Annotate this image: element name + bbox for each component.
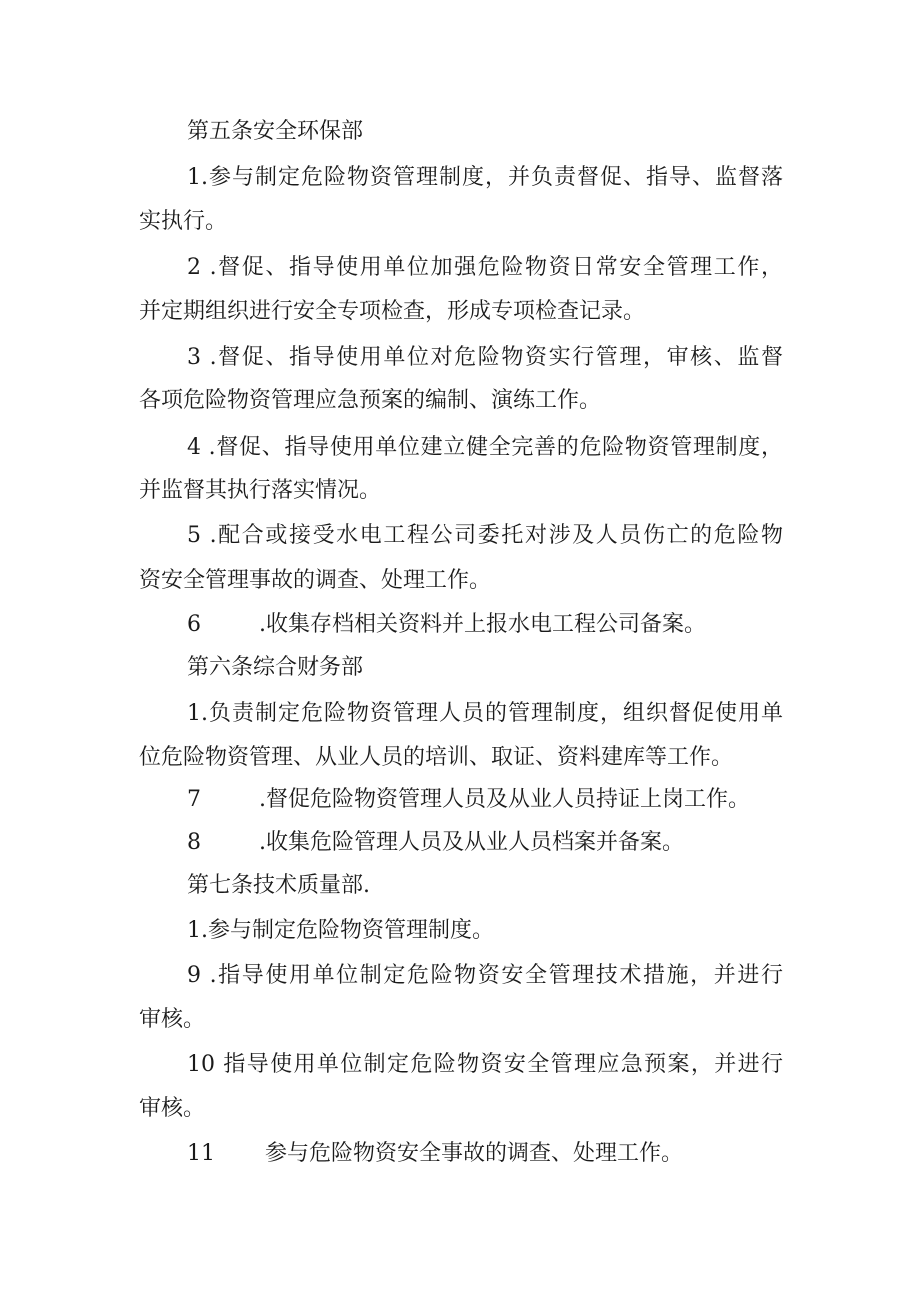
paragraph-line: 并定期组织进行安全专项检查，形成专项检查记录。 [139,299,646,324]
item-number: 11 [187,1141,215,1166]
paragraph-line: 并监督其执行落实情况。 [139,478,382,503]
paragraph-line: 位危险物资管理、从业人员的培训、取证、资料建库等工作。 [139,745,734,770]
paragraph-line: 10 指导使用单位制定危险物资安全管理应急预案，并进行 [187,1052,783,1077]
item-text: .收集危险管理人员及从业人员档案并备案。 [259,830,684,855]
item-number: 6 [187,612,201,637]
paragraph-line: 4 .督促、指导使用单位建立健全完善的危险物资管理制度， [187,435,783,460]
paragraph-line: 2 .督促、指导使用单位加强危险物资日常安全管理工作， [187,255,783,280]
item-number: 8 [187,830,201,855]
item-number: 7 [187,787,201,812]
paragraph-line: 各项危险物资管理应急预案的编制、演练工作。 [139,388,602,413]
numbered-item [187,610,706,640]
paragraph-line: 实执行。 [139,209,228,234]
paragraph-line: 1.负责制定危险物资管理人员的管理制度，组织督促使用单 [187,701,783,726]
paragraph-line: 5 .配合或接受水电工程公司委托对涉及人员伤亡的危险物 [187,523,783,548]
paragraph-line: 9 .指导使用单位制定危险物资安全管理技术措施，并进行 [187,963,783,988]
item-text: .督促危险物资管理人员及从业人员持证上岗工作。 [259,787,750,812]
paragraph-line: 3 .督促、指导使用单位对危险物资实行管理，审核、监督 [187,345,783,370]
paragraph-line: 审核。 [139,1096,206,1121]
section-heading-7: 第七条技术质量部. [187,873,370,898]
numbered-item [187,828,684,858]
item-text: .收集存档相关资料并上报水电工程公司备案。 [259,612,706,637]
paragraph-line: 审核。 [139,1007,206,1032]
section-heading-5: 第五条安全环保部 [187,119,364,144]
numbered-item [187,1139,683,1169]
paragraph-line: 资安全管理事故的调查、处理工作。 [139,568,492,593]
paragraph-line: 1.参与制定危险物资管理制度，并负责督促、指导、监督落 [187,165,783,190]
paragraph-line: 1.参与制定危险物资管理制度。 [187,918,494,943]
section-heading-6: 第六条综合财务部 [187,655,364,680]
numbered-item [187,785,750,815]
item-text: 参与危险物资安全事故的调查、处理工作。 [265,1141,684,1166]
